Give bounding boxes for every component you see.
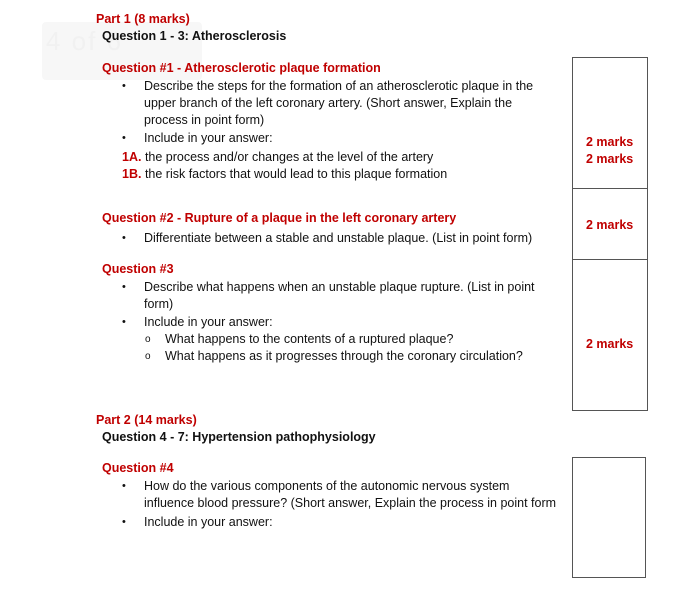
q2-title: Question #2 - Rupture of a plaque in the left coronary artery	[102, 211, 457, 225]
bullet-icon: •	[122, 480, 126, 492]
q1-title: Question #1 - Atherosclerotic plaque formation	[102, 61, 381, 75]
q2-marks: 2 marks	[586, 218, 634, 232]
q1-item-b	[122, 166, 447, 183]
part2-question-range: Question 4 - 7: Hypertension pathophysiology	[102, 430, 376, 444]
part2-marks-box	[572, 457, 646, 578]
q3-sub2: What happens as it progresses through the coronary circulation?	[165, 349, 523, 363]
q3-bullet1-line2: form)	[144, 297, 174, 311]
q4-title: Question #4	[102, 461, 174, 475]
bullet-icon: •	[122, 316, 126, 328]
marks-box-divider	[572, 188, 647, 189]
bullet-icon: •	[122, 132, 126, 144]
bullet-icon: •	[122, 281, 126, 293]
q1a-marks: 2 marks	[586, 135, 634, 149]
q3-title: Question #3	[102, 262, 174, 276]
q1-item-a-text: the process and/or changes at the level of the artery	[144, 150, 434, 164]
q3-sub1: What happens to the contents of a ruptured plaque?	[165, 332, 454, 346]
q4-bullet2: Include in your answer:	[144, 515, 273, 529]
part1-marks-box	[572, 57, 648, 411]
bullet-icon: •	[122, 232, 126, 244]
q1-item-a	[122, 149, 433, 166]
q1-item-a-label: 1A.	[122, 150, 142, 164]
bullet-icon: •	[122, 516, 126, 528]
page-watermark: 4 of 6	[46, 26, 124, 56]
sub-bullet-icon: o	[145, 334, 151, 345]
bullet-icon: •	[122, 80, 126, 92]
q3-marks: 2 marks	[586, 337, 634, 351]
q3-bullet1-line1: Describe what happens when an unstable plaque rupture. (List in point	[144, 280, 535, 294]
q1b-marks: 2 marks	[586, 152, 634, 166]
q1-item-b-text: the risk factors that would lead to this plaque formation	[144, 167, 448, 181]
q3-bullet2: Include in your answer:	[144, 315, 273, 329]
q1-item-b-label: 1B.	[122, 167, 142, 181]
q1-bullet2: Include in your answer:	[144, 131, 273, 145]
q1-bullet1-line1: Describe the steps for the formation of an atherosclerotic plaque in the	[144, 79, 534, 93]
q1-bullet1-line3: process in point form)	[144, 113, 265, 127]
q4-bullet1-line2: influence blood pressure? (Short answer, Explain the process in point form	[144, 496, 557, 510]
q2-bullet1: Differentiate between a stable and unstable plaque. (List in point form)	[144, 231, 533, 245]
part1-question-range: Question 1 - 3: Atherosclerosis	[102, 29, 287, 43]
part2-heading: Part 2 (14 marks)	[96, 413, 197, 427]
q1-bullet1-line2: upper branch of the left coronary artery. (Short answer, Explain the	[144, 96, 513, 110]
sub-bullet-icon: o	[145, 351, 151, 362]
marks-box-divider	[572, 259, 647, 260]
q4-bullet1-line1: How do the various components of the autonomic nervous system	[144, 479, 510, 493]
part1-heading: Part 1 (8 marks)	[96, 12, 190, 26]
